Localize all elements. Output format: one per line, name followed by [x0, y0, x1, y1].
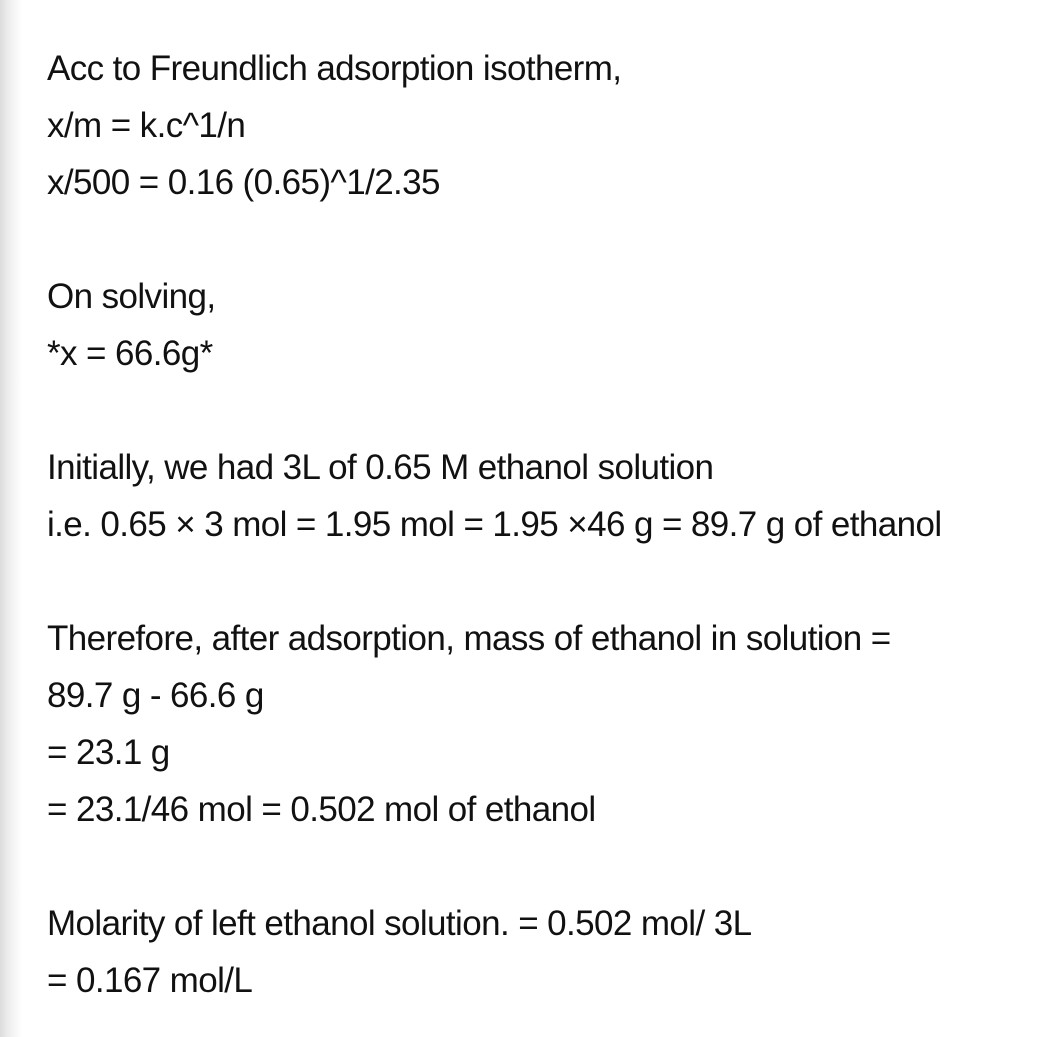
remaining-mass-block — [47, 610, 1042, 838]
remaining-intro-line: Therefore, after adsorption, mass of ethanol in solution = — [47, 619, 891, 658]
paragraph-gap — [47, 382, 1042, 439]
isotherm-substitution-line: x/500 = 0.16 (0.65)^1/2.35 — [47, 163, 440, 202]
molarity-expression-line: Molarity of left ethanol solution. = 0.502 mol/ 3L — [47, 904, 752, 943]
solving-result-line: *x = 66.6g* — [47, 334, 213, 373]
remaining-moles-line: = 23.1/46 mol = 0.502 mol of ethanol — [47, 790, 596, 829]
remaining-mass-line: = 23.1 g — [47, 733, 170, 772]
isotherm-block — [47, 40, 1042, 211]
molarity-result-line: = 0.167 mol/L — [47, 961, 253, 1000]
molarity-block — [47, 895, 1042, 1009]
isotherm-intro-line: Acc to Freundlich adsorption isotherm, — [47, 49, 622, 88]
initial-mass-line: i.e. 0.65 × 3 mol = 1.95 mol = 1.95 ×46 g = 89.7 g of ethanol — [47, 505, 942, 544]
paragraph-gap — [47, 838, 1042, 895]
solving-block — [47, 268, 1042, 382]
left-edge-shadow — [0, 0, 22, 1037]
initial-amount-block — [47, 439, 1042, 553]
paragraph-gap — [47, 553, 1042, 610]
paragraph-gap — [47, 211, 1042, 268]
isotherm-equation-line: x/m = k.c^1/n — [47, 106, 246, 145]
solving-intro-line: On solving, — [47, 277, 216, 316]
mass-subtraction-line: 89.7 g - 66.6 g — [47, 676, 264, 715]
solution-text — [47, 40, 1042, 1009]
initial-solution-line: Initially, we had 3L of 0.65 M ethanol solution — [47, 448, 714, 487]
